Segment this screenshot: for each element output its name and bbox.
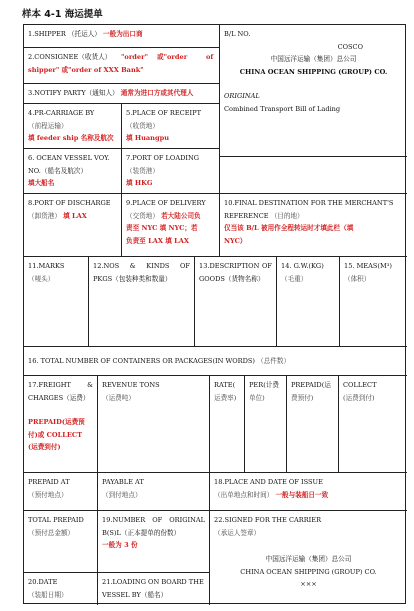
date-cell xyxy=(24,573,98,605)
receipt-label: 5.PLACE OF RECEIPT xyxy=(126,109,201,117)
carrier-cn-name: 中国远洋运输（集团）总公司 xyxy=(270,55,357,63)
prepaid-cn: 费预付) xyxy=(291,393,314,402)
measurement-cn: （体积） xyxy=(344,274,371,283)
delivery-cn: （交货地） xyxy=(126,211,159,220)
total-prepaid-label: TOTAL PREPAID xyxy=(28,516,84,524)
measurement-cell xyxy=(340,257,407,347)
revenue-tons-cell xyxy=(98,376,210,473)
freight-label-cn: CHARGES（运费） xyxy=(28,393,90,402)
carrier-en-name: CHINA OCEAN SHIPPING (GROUP) CO. xyxy=(239,67,388,76)
packages-label: 12.NOS & KINDS OF xyxy=(93,262,190,270)
final-destination-label: 10.FINAL DESTINATION FOR THE MERCHANT'S xyxy=(224,199,394,207)
original-bl-note: 一般为 3 份 xyxy=(102,541,138,549)
marks-cn: （唛头） xyxy=(28,274,55,283)
collect-cn: (运费到付) xyxy=(343,393,375,402)
payable-at-cell xyxy=(98,473,210,511)
loading-port-cell xyxy=(122,149,220,194)
consignee-label: 2.CONSIGNEE（收货人） xyxy=(28,53,112,61)
freight-note-1: PREPAID(运费预 xyxy=(28,418,85,426)
gross-weight-cell xyxy=(277,257,340,347)
delivery-label: 9.PLACE OF DELIVERY xyxy=(126,199,206,207)
per-cell xyxy=(245,376,287,473)
page-title: 样本 4-1 海运提单 xyxy=(22,9,103,20)
consignee-or: 或"order xyxy=(157,53,188,61)
discharge-cn: （卸货港） xyxy=(28,211,61,220)
freight-cell xyxy=(24,376,98,473)
consignee-shipper: shipper" xyxy=(28,65,60,74)
gross-weight-cn: （毛重） xyxy=(281,274,308,283)
payable-at-cn: （到付地点） xyxy=(102,490,142,499)
receipt-note: 填 Huangpu xyxy=(126,134,169,142)
cosco-label: COSCO xyxy=(337,42,363,51)
place-date-issue-cn: （出单地点和时间） xyxy=(214,490,274,499)
delivery-note-3: 负责至 LAX 填 LAX xyxy=(126,236,189,245)
freight-label: 17.FREIGHT xyxy=(28,381,71,389)
per-label: PER(计费 xyxy=(249,381,279,389)
vessel-label-cn: NO.（船名及航次） xyxy=(28,166,88,175)
description-label: 13.DESCRIPTION OF xyxy=(199,262,272,270)
consignee-order: "order" xyxy=(121,53,149,61)
description-cell xyxy=(195,257,277,347)
signature-en: CHINA OCEAN SHIPPING (GROUP) CO. xyxy=(240,567,377,576)
description-label-cn: GOODS（货物名称） xyxy=(199,274,265,283)
prepaid-at-label: PREPAID AT xyxy=(28,478,70,486)
final-destination-cell xyxy=(220,194,407,257)
shipper-cn: （托运人） xyxy=(67,30,101,38)
notify-note: 通常为进口方或其代理人 xyxy=(120,89,194,97)
bl-no-label: B/L NO. xyxy=(224,30,251,38)
total-containers-cell xyxy=(24,347,407,376)
loading-port-label: 7.PORT OF LOADING xyxy=(126,154,200,162)
packages-cell xyxy=(89,257,195,347)
prepaid-label: PREPAID(运 xyxy=(291,381,331,389)
original-bl-cell xyxy=(98,511,210,573)
revenue-tons-label: REVENUE TONS xyxy=(102,381,160,389)
total-containers-cn: （总件数） xyxy=(257,357,291,365)
delivery-note-1: 若大陆公司负 xyxy=(161,211,201,220)
date-label: 20.DATE xyxy=(28,578,58,586)
total-prepaid-cell xyxy=(24,511,98,573)
delivery-note-2: 责至 NYC 填 NYC；若 xyxy=(126,224,198,232)
gross-weight-label: 14. G.W.(KG) xyxy=(281,262,324,270)
discharge-label: 8.PORT OF DISCHARGE xyxy=(28,199,111,207)
bl-lower-cell xyxy=(220,157,407,194)
packages-label-cn: PKGS（包装种类和数量） xyxy=(93,274,172,283)
loading-port-note: 填 HKG xyxy=(126,179,153,187)
prepaid-at-cn: （预付地点） xyxy=(28,490,68,499)
total-prepaid-cn: （预付总金额） xyxy=(28,528,75,537)
combined-transport-label: Combined Transport Bill of Lading xyxy=(224,104,341,113)
notify-label: 3.NOTIFY PARTY（通知人） xyxy=(28,89,119,97)
shipper-note: 一般为出口商 xyxy=(103,30,143,38)
rate-label: RATE( xyxy=(214,381,236,389)
final-destination-note-2: NYC） xyxy=(224,236,247,245)
signature-cn: 中国远洋运输（集团）总公司 xyxy=(265,555,352,563)
notify-cell xyxy=(24,84,220,104)
final-destination-cn: （目的地） xyxy=(270,211,304,220)
prepaid-cell xyxy=(287,376,339,473)
receipt-cn: （收货地） xyxy=(126,121,159,130)
prepaid-at-cell xyxy=(24,473,98,511)
place-date-issue-label: 18.PLACE AND DATE OF ISSUE xyxy=(214,478,323,486)
loading-on-board-label: 21.LOADING ON BOARD THE xyxy=(102,578,204,586)
shipper-label: 1.SHIPPER xyxy=(28,30,66,38)
original-label: ORIGINAL xyxy=(224,92,260,100)
precarriage-note: 填 feeder ship 名称及航次 xyxy=(28,134,114,142)
freight-note-2: 付)或 COLLECT xyxy=(28,430,83,439)
freight-note-3: (运费到付) xyxy=(28,443,61,451)
date-cn: （装船日期） xyxy=(28,590,68,599)
collect-label: COLLECT xyxy=(343,381,377,389)
signed-cell xyxy=(210,511,407,605)
loading-port-cn: （装货港） xyxy=(126,166,159,175)
per-cn: 单位) xyxy=(249,393,265,402)
loading-on-board-cell xyxy=(98,573,210,605)
vessel-label: 6. OCEAN VESSEL VOY. xyxy=(28,154,110,162)
place-date-issue-cell xyxy=(210,473,407,511)
original-bl-label-cn: B(S)L（正本提单的份数） xyxy=(102,528,181,537)
final-destination-ref: REFERENCE xyxy=(224,211,269,220)
total-containers-label: 16. TOTAL NUMBER OF CONTAINERS OR PACKAGES(IN WORDS) xyxy=(28,357,256,365)
receipt-cell xyxy=(122,104,220,149)
bl-cell xyxy=(220,25,407,157)
final-destination-note-1: 仅当该 B/L 被用作全程转运时才填此栏（填 xyxy=(224,224,354,232)
marks-label: 11.MARKS xyxy=(28,262,65,270)
consignee-of: of xyxy=(206,53,214,61)
vessel-cell xyxy=(24,149,122,194)
original-bl-label: 19.NUMBER OF ORIGINAL xyxy=(102,516,205,524)
marks-cell xyxy=(24,257,89,347)
signed-label: 22.SIGNED FOR THE CARRIER xyxy=(214,516,322,524)
bill-of-lading-form xyxy=(23,24,406,604)
discharge-cell xyxy=(24,194,122,257)
precarriage-label: 4.PR-CARRIAGE BY xyxy=(28,109,95,117)
precarriage-cn: （前程运输） xyxy=(28,121,68,130)
place-date-issue-note: 一般与装船日一致 xyxy=(275,490,329,499)
discharge-note: 填 LAX xyxy=(63,211,87,220)
delivery-cell xyxy=(122,194,220,257)
revenue-tons-cn: （运费吨） xyxy=(102,393,135,402)
measurement-label: 15. MEAS(M³) xyxy=(344,262,392,270)
signed-cn: （承运人签章） xyxy=(214,528,261,537)
consignee-cell xyxy=(24,48,220,84)
loading-on-board-label-cn: VESSEL BY（船名） xyxy=(102,590,168,599)
shipper-cell xyxy=(24,25,220,48)
rate-cell xyxy=(210,376,245,473)
signature-mark: ××× xyxy=(300,580,317,588)
rate-cn: 运费率) xyxy=(214,393,237,402)
payable-at-label: PAYABLE AT xyxy=(102,478,144,486)
vessel-note: 填大船名 xyxy=(28,179,55,187)
consignee-bank: 或"order of XXX Bank" xyxy=(61,65,144,74)
freight-amp: & xyxy=(87,381,93,389)
collect-cell xyxy=(339,376,407,473)
precarriage-cell xyxy=(24,104,122,149)
